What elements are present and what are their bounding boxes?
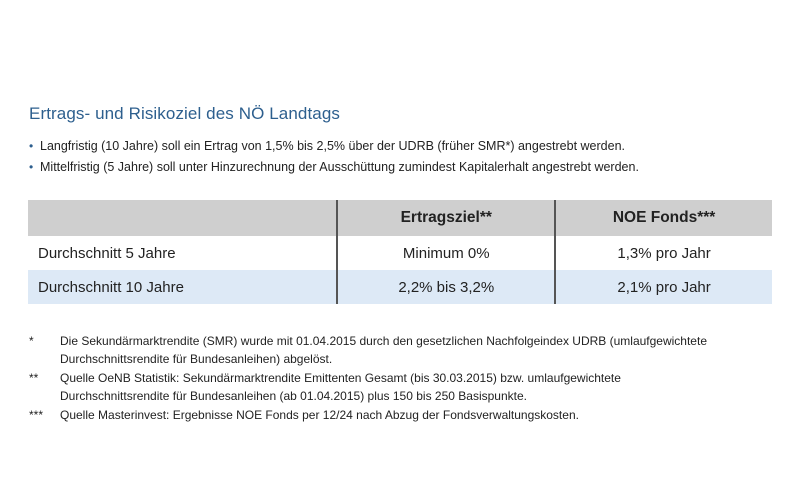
ertragsziel-value: 2,2% bis 3,2% [336, 270, 554, 304]
bullet-icon: • [29, 138, 34, 153]
header-cell-label [28, 200, 336, 236]
table-header-row [28, 200, 772, 236]
footnote [29, 369, 710, 405]
footnote-text: Die Sekundärmarktrendite (SMR) wurde mit 01.04.2015 durch den gesetzlichen Nachfolgeindex UDRB (umlaufgewichtete Durchschnittsrendite für Bundesanleihen) abgelöst. [60, 334, 707, 366]
footnote [29, 332, 710, 368]
page-title: Ertrags- und Risikoziel des NÖ Landtags [29, 104, 340, 123]
footnote-marker: ** [29, 371, 39, 385]
footnote-text: Quelle OeNB Statistik: Sekundärmarktrendite Emittenten Gesamt (bis 30.03.2015) bzw. umlaufgewichtete Durchschnittsrendite für Bundesanleihen (ab 01.04.2015) plus 150 bis 250 Basispunkte. [60, 371, 621, 403]
footnote [29, 406, 710, 424]
header-cell-ertragsziel: Ertragsziel** [336, 200, 554, 236]
footnotes [29, 332, 710, 425]
bullet-text: Mittelfristig (5 Jahre) soll unter Hinzurechnung der Ausschüttung zumindest Kapitalerhalt angestrebt werden. [40, 159, 639, 174]
bullet-item [29, 156, 639, 177]
header-cell-noe-fonds: NOE Fonds*** [554, 200, 772, 236]
ertragsziel-value: Minimum 0% [336, 236, 554, 270]
footnote-marker: * [29, 334, 34, 348]
bullet-item [29, 135, 639, 156]
footnote-text: Quelle Masterinvest: Ergebnisse NOE Fonds per 12/24 nach Abzug der Fondsverwaltungskosten. [60, 408, 579, 422]
bullet-list [29, 135, 639, 177]
noe-fonds-value: 1,3% pro Jahr [554, 236, 772, 270]
row-label: Durchschnitt 5 Jahre [38, 244, 176, 262]
noe-fonds-value: 2,1% pro Jahr [554, 270, 772, 304]
row-label: Durchschnitt 10 Jahre [38, 278, 184, 296]
table-row [28, 236, 772, 270]
bullet-icon: • [29, 159, 34, 174]
target-table [28, 200, 772, 304]
table-row [28, 270, 772, 304]
footnote-marker: *** [29, 408, 44, 422]
bullet-text: Langfristig (10 Jahre) soll ein Ertrag von 1,5% bis 2,5% über der UDRB (früher SMR*) angestrebt werden. [40, 138, 625, 153]
